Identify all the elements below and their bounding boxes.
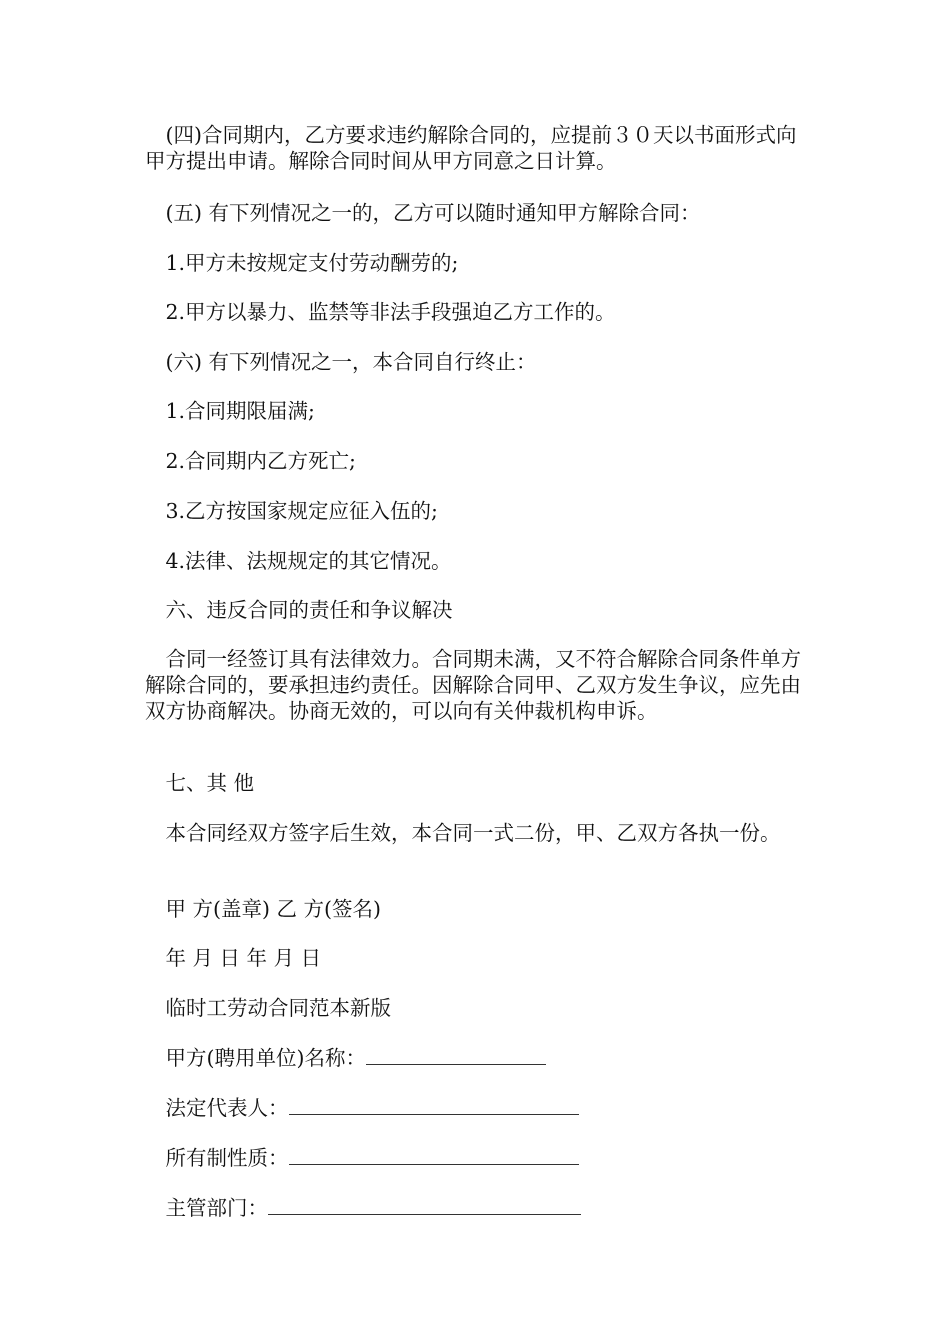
- employer-name-field: [145, 1045, 810, 1071]
- legal-representative-blank[interactable]: [289, 1096, 579, 1115]
- ownership-type-label: 所有制性质：: [145, 1146, 289, 1170]
- supervising-department-blank[interactable]: [268, 1196, 581, 1215]
- employer-name-blank[interactable]: [366, 1046, 546, 1065]
- clause-5-heading: (五) 有下列情况之一的，乙方可以随时通知甲方解除合同：: [145, 201, 701, 225]
- section-6-heading: 六、违反合同的责任和争议解决: [145, 598, 453, 622]
- ownership-type-field: [145, 1145, 810, 1171]
- section-6-body: 合同一经签订具有法律效力。合同期未满，又不符合解除合同条件单方解除合同的，要承担违约责任。因解除合同甲、乙双方发生争议，应先由双方协商解决。协商无效的，可以向有关仲裁机构申诉。: [145, 647, 801, 723]
- supervising-department-field: [145, 1195, 810, 1221]
- clause-5-item-2: 2.甲方以暴力、监禁等非法手段强迫乙方工作的。: [145, 300, 616, 324]
- clause-4-termination-by-party-b: (四)合同期内，乙方要求违约解除合同的，应提前３０天以书面形式向甲方提出申请。解除合同时间从甲方同意之日计算。: [145, 123, 797, 173]
- signature-parties-line: 甲 方(盖章) 乙 方(签名): [145, 897, 382, 921]
- legal-representative-field: [145, 1095, 810, 1121]
- employer-name-label: 甲方(聘用单位)名称：: [145, 1046, 366, 1070]
- section-7-body: 本合同经双方签字后生效，本合同一式二份，甲、乙双方各执一份。: [145, 821, 781, 845]
- clause-6-item-2: 2.合同期内乙方死亡;: [145, 449, 356, 473]
- clause-6-item-3: 3.乙方按国家规定应征入伍的;: [145, 499, 438, 523]
- legal-representative-label: 法定代表人：: [145, 1096, 289, 1120]
- clause-6-heading: (六) 有下列情况之一，本合同自行终止：: [145, 350, 537, 374]
- clause-6-item-1: 1.合同期限届满;: [145, 399, 315, 423]
- signature-date-line: 年 月 日 年 月 日: [145, 946, 322, 970]
- supervising-department-label: 主管部门：: [145, 1196, 268, 1220]
- new-contract-title: 临时工劳动合同范本新版: [145, 996, 391, 1020]
- clause-6-item-4: 4.法律、法规规定的其它情况。: [145, 549, 452, 573]
- section-7-heading: 七、其 他: [145, 771, 255, 795]
- clause-5-item-1: 1.甲方未按规定支付劳动酬劳的;: [145, 251, 459, 275]
- ownership-type-blank[interactable]: [289, 1146, 579, 1165]
